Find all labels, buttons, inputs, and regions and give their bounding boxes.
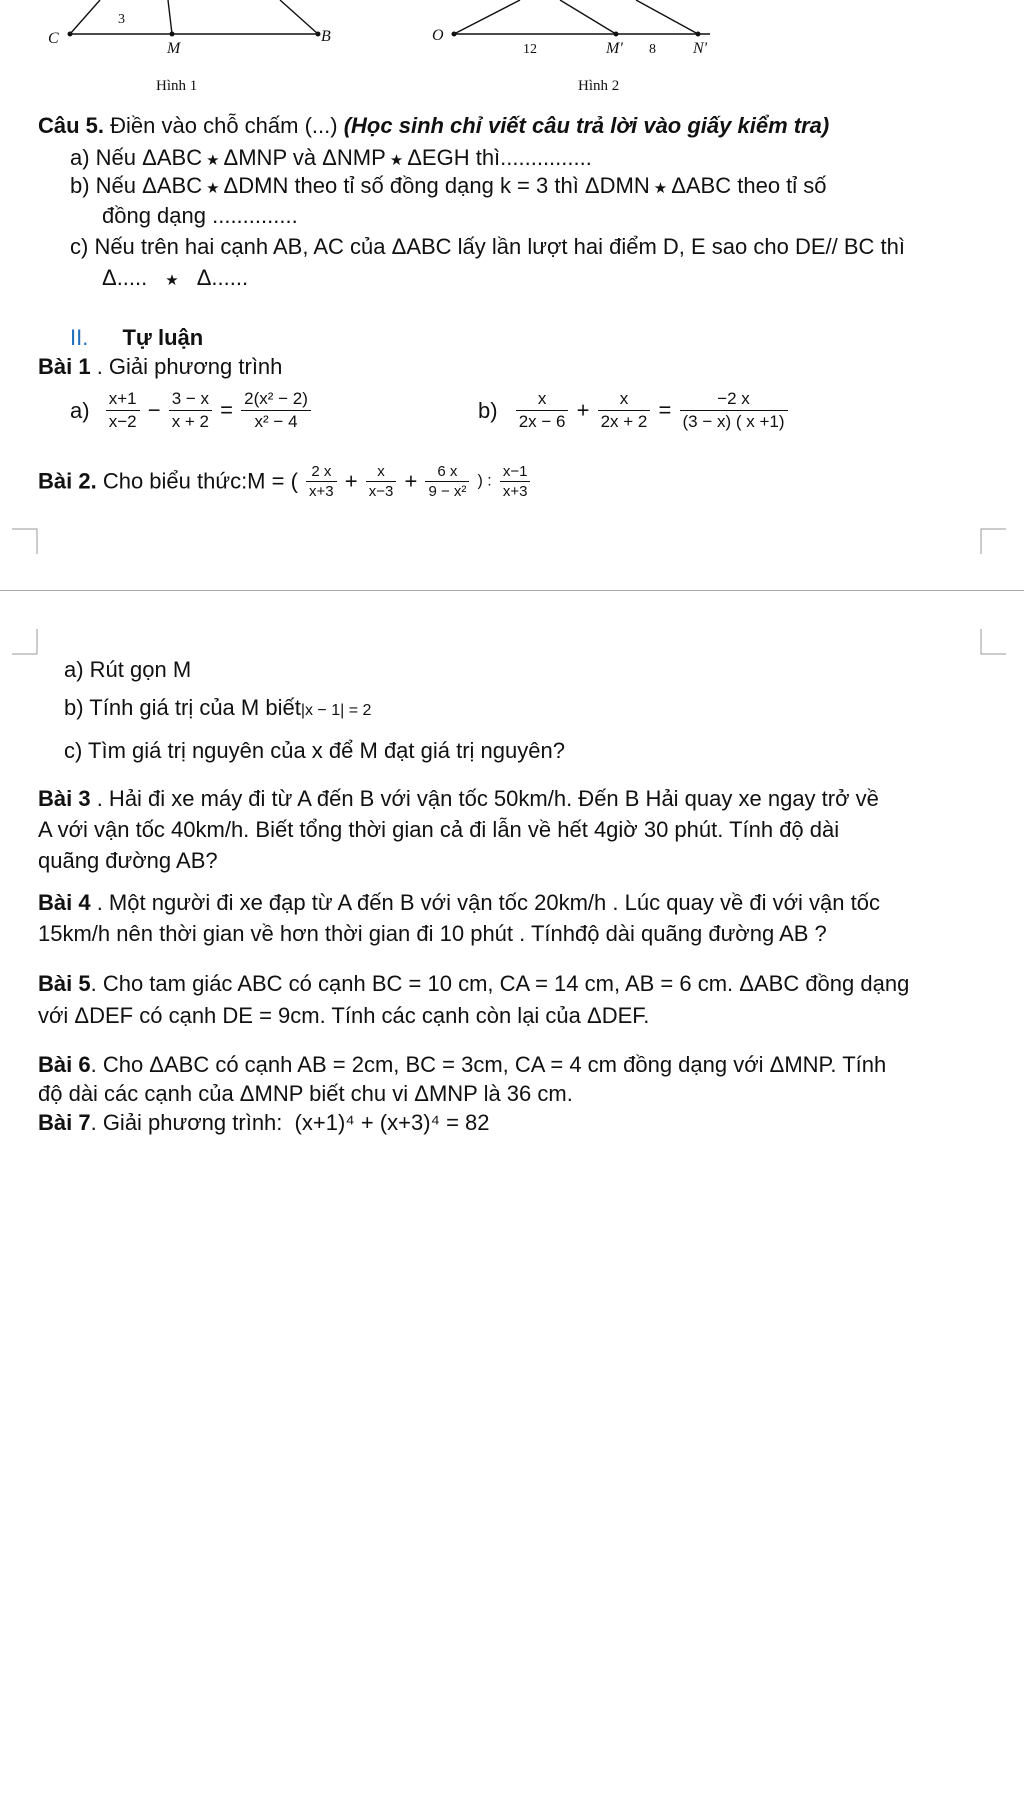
bai1-a-f3-num: 2(x² − 2) — [241, 388, 311, 411]
bai1-equation-b — [478, 388, 790, 433]
bai2-close: ) : — [477, 472, 492, 490]
q5-b-end: ΔDMN theo tỉ số đồng dạng k = 3 thì ΔDMN — [223, 173, 650, 198]
bai2-fraction-3 — [425, 462, 469, 501]
bai1-a-minus: − — [147, 397, 161, 423]
bai2-f4-den: x+3 — [502, 483, 528, 500]
fig2-segment-om: 12 — [523, 42, 537, 57]
bai1-heading — [38, 352, 282, 382]
part2-title: Tự luận — [122, 325, 204, 350]
bai1-b-f1-num: x — [516, 388, 569, 411]
fig1-side-middle — [168, 0, 172, 34]
page-corner-bottom-left — [12, 629, 38, 655]
bai4-number: Bài 4 — [38, 890, 91, 915]
bai7-number: Bài 7 — [38, 1110, 91, 1135]
page-corner-top-right — [980, 528, 1006, 554]
bai1-b-f2-num: x — [598, 388, 651, 411]
bai1-a-fraction-3 — [241, 388, 311, 433]
page-corner-top-left — [12, 528, 38, 554]
bai3-line3: quãng đường AB? — [38, 848, 218, 873]
q5-c-left: Δ..... — [102, 265, 148, 290]
bai5-text-1: . Cho tam giác ABC có cạnh BC = 10 cm, CA = 14 cm, AB = 6 cm. ΔABC đồng dạng — [90, 971, 910, 996]
bai1-b-fraction-1 — [516, 388, 569, 433]
fig1-side-right — [280, 0, 318, 34]
bai1-a-f3-den: x² − 4 — [254, 412, 298, 431]
bai6-line2: độ dài các cạnh của ΔMNP biết chu vi ΔMNP là 36 cm. — [38, 1081, 573, 1106]
similar-star-icon: ★ — [653, 180, 668, 197]
q5-a-end: ΔEGH thì............... — [407, 145, 592, 170]
bai2-fraction-1 — [306, 462, 337, 501]
bai2-fraction-2 — [366, 462, 397, 501]
q5-note: (Học sinh chỉ viết câu trả lời vào giấy kiểm tra) — [343, 113, 830, 138]
bai3-line2: A với vận tốc 40km/h. Biết tổng thời gian cả đi lẫn về hết 4giờ 30 phút. Tính độ dài — [38, 817, 840, 842]
q5-part-b — [70, 171, 827, 204]
page-break-divider — [0, 590, 1024, 591]
fig2-side-middle — [560, 0, 616, 34]
bai6-line1 — [38, 1050, 886, 1080]
bai4-text-1: . Một người đi xe đạp từ A đến B với vận tốc 20km/h . Lúc quay về đi với vận tốc — [90, 890, 880, 915]
fig1-label-c: C — [48, 30, 59, 47]
q5-c-right: Δ...... — [196, 265, 249, 290]
bai1-b-f3-den: (3 − x) ( x +1) — [682, 412, 785, 431]
similar-star-icon: ★ — [165, 272, 179, 289]
q5-number: Câu 5. — [38, 113, 105, 138]
fig1-point-b — [316, 32, 321, 37]
bai2-b-math: |x − 1| = 2 — [300, 702, 372, 719]
bai2-part-b — [64, 693, 371, 726]
bai1-a-fraction-2 — [169, 388, 212, 433]
fig2-side-left — [454, 0, 520, 34]
bai5-line2: với ΔDEF có cạnh DE = 9cm. Tính các cạnh còn lại của ΔDEF. — [38, 1003, 650, 1028]
fig2-side-right — [636, 0, 698, 34]
q5-b-pre: b) Nếu ΔABC — [70, 173, 203, 198]
q5-heading — [38, 111, 829, 141]
bai1-a-equals: = — [220, 397, 234, 423]
bai2-plus: + — [404, 468, 418, 494]
bai1-a-f1-den: x−2 — [108, 412, 137, 431]
bai1-b-f2-den: 2x + 2 — [600, 412, 648, 431]
bai1-a-f1-num: x+1 — [106, 388, 140, 411]
bai1-a-label: a) — [70, 397, 90, 423]
bai7-text: . Giải phương trình: — [90, 1110, 283, 1135]
bai5-line1 — [38, 969, 909, 999]
q5-part-b-line2: đồng dạng .............. — [102, 203, 298, 228]
bai2-f3-den: 9 − x² — [428, 483, 467, 500]
bai2-part-c: c) Tìm giá trị nguyên của x để M đạt giá trị nguyên? — [64, 738, 565, 763]
fig2-label-m: M' — [606, 40, 623, 57]
fig2-label-n: N' — [693, 40, 708, 57]
similar-star-icon: ★ — [206, 180, 220, 197]
q5-a-mid: ΔMNP và ΔNMP — [223, 145, 386, 170]
fig2-point-m — [614, 32, 619, 37]
fig1-label-m: M — [167, 40, 181, 57]
bai1-b-label: b) — [478, 397, 498, 423]
page-corner-bottom-right — [980, 629, 1006, 655]
bai1-a-f2-den: x + 2 — [171, 412, 210, 431]
bai2-f2-den: x−3 — [368, 483, 394, 500]
bai5-number: Bài 5 — [38, 971, 91, 996]
part2-heading — [70, 323, 203, 353]
part2-numeral: II. — [70, 325, 89, 350]
bai2-expression — [38, 462, 532, 501]
fig1-segment-cm: 3 — [118, 12, 125, 27]
bai1-b-fraction-2 — [598, 388, 651, 433]
fig1-point-c — [68, 32, 73, 37]
fig1-caption: Hình 1 — [156, 78, 198, 94]
bai1-b-plus: + — [576, 397, 590, 423]
fig2-point-n — [696, 32, 701, 37]
bai2-f2-num: x — [366, 462, 397, 482]
bai7-line — [38, 1108, 490, 1138]
fig1-point-m — [170, 32, 175, 37]
bai3-line1 — [38, 784, 879, 814]
fig2-label-o: O — [432, 27, 444, 44]
q5-part-c: c) Nếu trên hai cạnh AB, AC của ΔABC lấy lần lượt hai điểm D, E sao cho DE// BC thì — [70, 234, 906, 259]
bai1-equation-a — [70, 388, 313, 433]
bai2-fraction-4 — [500, 462, 531, 501]
bai4-line2: 15km/h nên thời gian về hơn thời gian đi 10 phút . Tínhđộ dài quãng đường AB ? — [38, 921, 827, 946]
bai1-b-f3-num: −2 x — [680, 388, 788, 411]
bai2-f1-num: 2 x — [306, 462, 337, 482]
fig1-side-left — [70, 0, 100, 34]
similar-star-icon: ★ — [206, 152, 220, 169]
fig2-caption: Hình 2 — [578, 78, 620, 94]
q5-a-pre: a) Nếu ΔABC — [70, 145, 203, 170]
bai3-number: Bài 3 — [38, 786, 91, 811]
bai1-a-f2-num: 3 − x — [169, 388, 212, 411]
bai2-plus: + — [344, 468, 358, 494]
bai6-number: Bài 6 — [38, 1052, 91, 1077]
bai4-line1 — [38, 888, 880, 918]
bai1-number: Bài 1 — [38, 354, 91, 379]
bai6-text-1: . Cho ΔABC có cạnh AB = 2cm, BC = 3cm, CA = 4 cm đồng dạng với ΔMNP. Tính — [90, 1052, 887, 1077]
bai3-text-1: . Hải đi xe máy đi từ A đến B với vận tốc 50km/h. Đến B Hải quay xe ngay trở về — [90, 786, 879, 811]
bai2-f4-num: x−1 — [500, 462, 531, 482]
bai2-number: Bài 2. — [38, 468, 97, 494]
bai7-math: (x+1)⁴ + (x+3)⁴ = 82 — [294, 1110, 490, 1135]
bai2-f1-den: x+3 — [309, 483, 334, 500]
q5-part-c-line2 — [102, 263, 248, 296]
q5-b-end2: ΔABC theo tỉ số — [671, 173, 827, 198]
fig1-label-b: B — [321, 28, 331, 45]
bai2-b-text: b) Tính giá trị của M biết — [64, 695, 301, 720]
bai1-b-f1-den: 2x − 6 — [518, 412, 566, 431]
q5-text: Điền vào chỗ chấm (...) — [110, 113, 338, 138]
similar-star-icon: ★ — [389, 152, 404, 169]
fig2-point-o — [452, 32, 457, 37]
bai2-text: Cho biểu thức:M = ( — [96, 468, 298, 494]
bai1-b-fraction-3 — [680, 388, 788, 433]
bai1-title: . Giải phương trình — [90, 354, 283, 379]
fig2-segment-mn: 8 — [649, 42, 656, 57]
bai2-part-a: a) Rút gọn M — [64, 657, 192, 682]
bai1-b-equals: = — [658, 397, 672, 423]
bai1-a-fraction-1 — [106, 388, 140, 433]
bai2-f3-num: 6 x — [425, 462, 469, 482]
